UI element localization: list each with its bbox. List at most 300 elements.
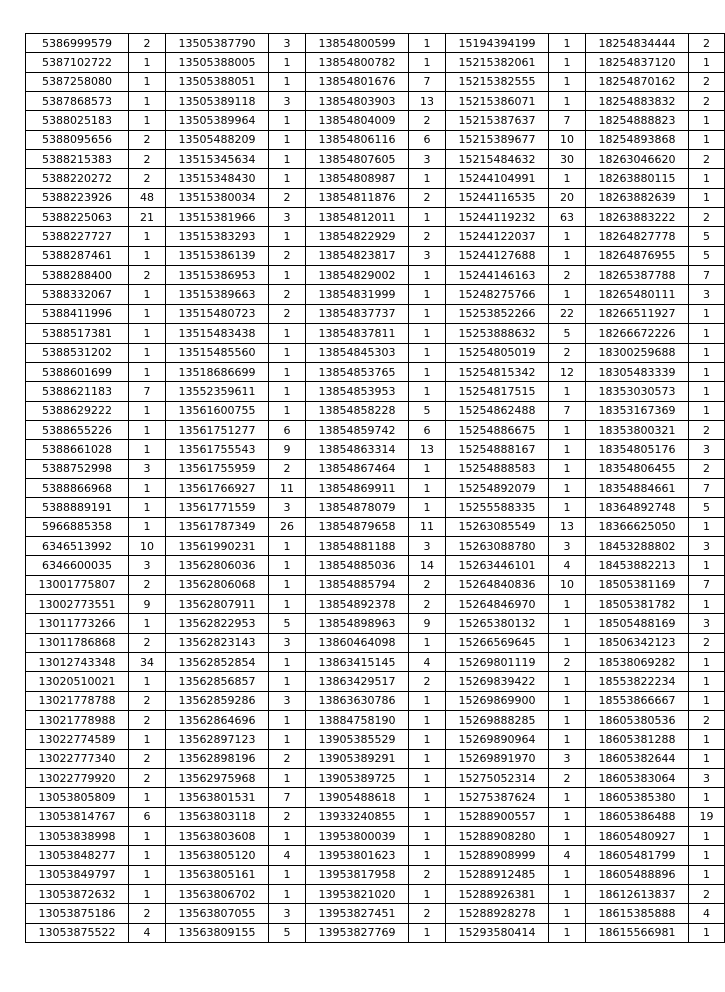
count-cell: 1 [689, 827, 725, 846]
phone-number-cell: 13933240855 [306, 807, 409, 826]
phone-number-cell: 13515348430 [166, 169, 269, 188]
phone-number-cell: 13854863314 [306, 440, 409, 459]
count-cell: 1 [549, 440, 586, 459]
phone-number-cell: 13563809155 [166, 923, 269, 942]
phone-number-cell: 15254888583 [446, 459, 549, 478]
count-cell: 19 [689, 807, 725, 826]
phone-number-cell: 18605383064 [586, 769, 689, 788]
phone-number-cell: 5388531202 [26, 343, 129, 362]
phone-number-cell: 18605386488 [586, 807, 689, 826]
count-cell: 48 [129, 188, 166, 207]
count-cell: 1 [409, 885, 446, 904]
phone-number-cell: 13515383293 [166, 227, 269, 246]
phone-number-cell: 13953817958 [306, 865, 409, 884]
phone-number-cell: 5388889191 [26, 498, 129, 517]
phone-number-cell: 15264846970 [446, 594, 549, 613]
count-cell: 3 [269, 498, 306, 517]
phone-number-cell: 13854837811 [306, 324, 409, 343]
table-row [26, 672, 725, 691]
phone-number-cell: 13505388051 [166, 72, 269, 91]
count-cell: 1 [129, 53, 166, 72]
phone-number-cell: 13515389663 [166, 285, 269, 304]
phone-number-cell: 15254862488 [446, 401, 549, 420]
phone-number-cell: 13562823143 [166, 633, 269, 652]
table-row [26, 769, 725, 788]
phone-number-cell: 13053849797 [26, 865, 129, 884]
phone-number-cell: 6346513992 [26, 536, 129, 555]
phone-number-cell: 13860464098 [306, 633, 409, 652]
phone-number-cell: 13562856857 [166, 672, 269, 691]
count-cell: 5 [549, 324, 586, 343]
count-cell: 2 [129, 169, 166, 188]
count-cell: 1 [689, 594, 725, 613]
phone-number-cell: 15269891970 [446, 749, 549, 768]
count-cell: 1 [409, 53, 446, 72]
count-cell: 3 [689, 614, 725, 633]
phone-number-cell: 5388517381 [26, 324, 129, 343]
count-cell: 1 [689, 691, 725, 710]
table-row [26, 498, 725, 517]
phone-number-cell: 18353030573 [586, 382, 689, 401]
count-cell: 4 [549, 846, 586, 865]
table-row [26, 343, 725, 362]
phone-number-cell: 13515380034 [166, 188, 269, 207]
count-cell: 1 [689, 53, 725, 72]
count-cell: 1 [269, 730, 306, 749]
phone-number-cell: 15254892079 [446, 478, 549, 497]
table-row [26, 440, 725, 459]
phone-number-cell: 18538069282 [586, 653, 689, 672]
phone-number-cell: 13854878079 [306, 498, 409, 517]
count-cell: 2 [689, 885, 725, 904]
phone-number-cell: 13854829002 [306, 266, 409, 285]
count-cell: 1 [269, 711, 306, 730]
phone-number-cell: 6346600035 [26, 556, 129, 575]
count-cell: 1 [409, 285, 446, 304]
count-cell: 2 [129, 633, 166, 652]
phone-number-cell: 13863630786 [306, 691, 409, 710]
count-cell: 63 [549, 208, 586, 227]
count-cell: 1 [129, 614, 166, 633]
count-cell: 1 [689, 401, 725, 420]
count-cell: 2 [129, 749, 166, 768]
count-cell: 2 [129, 130, 166, 149]
count-cell: 1 [409, 459, 446, 478]
count-cell: 1 [549, 72, 586, 91]
table-row [26, 807, 725, 826]
phone-number-cell: 13854853765 [306, 362, 409, 381]
phone-number-cell: 13020510021 [26, 672, 129, 691]
table-row [26, 53, 725, 72]
count-cell: 1 [549, 594, 586, 613]
phone-number-cell: 13518686699 [166, 362, 269, 381]
count-cell: 1 [549, 923, 586, 942]
count-cell: 1 [689, 865, 725, 884]
phone-number-cell: 13515386139 [166, 246, 269, 265]
phone-number-cell: 13562807911 [166, 594, 269, 613]
count-cell: 6 [269, 420, 306, 439]
phone-number-cell: 18505488169 [586, 614, 689, 633]
count-cell: 5 [409, 401, 446, 420]
count-cell: 2 [269, 749, 306, 768]
phone-number-cell: 18605385380 [586, 788, 689, 807]
phone-number-cell: 15215389677 [446, 130, 549, 149]
count-cell: 1 [129, 401, 166, 420]
table-row [26, 150, 725, 169]
phone-number-cell: 13953827451 [306, 904, 409, 923]
phone-number-cell: 18266511927 [586, 304, 689, 323]
count-cell: 7 [549, 401, 586, 420]
phone-number-cell: 13854858228 [306, 401, 409, 420]
phone-number-cell: 15244127688 [446, 246, 549, 265]
count-cell: 2 [689, 92, 725, 111]
table-row [26, 923, 725, 942]
table-row [26, 749, 725, 768]
phone-number-cell: 13562859286 [166, 691, 269, 710]
phone-number-cell: 15266569645 [446, 633, 549, 652]
count-cell: 1 [269, 169, 306, 188]
phone-number-cell: 5388621183 [26, 382, 129, 401]
count-cell: 5 [269, 614, 306, 633]
count-cell: 1 [409, 478, 446, 497]
phone-number-cell: 13854845303 [306, 343, 409, 362]
count-cell: 1 [409, 169, 446, 188]
table-row [26, 536, 725, 555]
phone-number-cell: 13905389725 [306, 769, 409, 788]
count-cell: 5 [269, 923, 306, 942]
count-cell: 1 [689, 304, 725, 323]
count-cell: 2 [269, 807, 306, 826]
phone-number-cell: 15215382061 [446, 53, 549, 72]
table-row [26, 72, 725, 91]
count-cell: 3 [129, 459, 166, 478]
count-cell: 14 [409, 556, 446, 575]
count-cell: 2 [269, 285, 306, 304]
phone-number-cell: 5388095656 [26, 130, 129, 149]
count-cell: 2 [269, 459, 306, 478]
phone-number-cell: 18254870162 [586, 72, 689, 91]
count-cell: 1 [549, 865, 586, 884]
count-cell: 1 [549, 92, 586, 111]
count-cell: 1 [129, 730, 166, 749]
phone-number-cell: 13053838998 [26, 827, 129, 846]
phone-number-cell: 18605382644 [586, 749, 689, 768]
count-cell: 1 [269, 594, 306, 613]
phone-number-cell: 18264827778 [586, 227, 689, 246]
phone-number-cell: 13562897123 [166, 730, 269, 749]
phone-number-cell: 13561771559 [166, 498, 269, 517]
phone-number-cell: 18263883222 [586, 208, 689, 227]
count-cell: 1 [409, 730, 446, 749]
phone-number-cell: 18553822234 [586, 672, 689, 691]
phone-number-cell: 13053875522 [26, 923, 129, 942]
count-cell: 1 [549, 420, 586, 439]
phone-number-cell: 13854812011 [306, 208, 409, 227]
count-cell: 1 [409, 208, 446, 227]
phone-number-cell: 13022779920 [26, 769, 129, 788]
table-row [26, 517, 725, 536]
phone-number-cell: 18263880115 [586, 169, 689, 188]
count-cell: 3 [269, 691, 306, 710]
phone-number-cell: 13021778988 [26, 711, 129, 730]
phone-number-cell: 13563803118 [166, 807, 269, 826]
count-cell: 13 [549, 517, 586, 536]
phone-number-cell: 15244104991 [446, 169, 549, 188]
count-cell: 1 [409, 34, 446, 53]
phone-number-cell: 13854804009 [306, 111, 409, 130]
phone-number-cell: 15269890964 [446, 730, 549, 749]
table-row [26, 633, 725, 652]
table-row [26, 691, 725, 710]
count-cell: 2 [409, 575, 446, 594]
phone-number-cell: 13854831999 [306, 285, 409, 304]
count-cell: 5 [689, 227, 725, 246]
phone-number-cell: 18353800321 [586, 420, 689, 439]
phone-number-cell: 13563803608 [166, 827, 269, 846]
phone-number-cell: 5388220272 [26, 169, 129, 188]
table-row [26, 420, 725, 439]
phone-number-cell: 13505387790 [166, 34, 269, 53]
count-cell: 12 [549, 362, 586, 381]
phone-number-cell: 13001775807 [26, 575, 129, 594]
phone-number-cell: 15288908999 [446, 846, 549, 865]
count-cell: 4 [129, 923, 166, 942]
count-cell: 21 [129, 208, 166, 227]
phone-number-cell: 15264840836 [446, 575, 549, 594]
count-cell: 1 [409, 362, 446, 381]
count-cell: 1 [269, 53, 306, 72]
phone-number-cell: 15254886675 [446, 420, 549, 439]
count-cell: 1 [549, 478, 586, 497]
count-cell: 1 [269, 150, 306, 169]
phone-number-cell: 5387102722 [26, 53, 129, 72]
count-cell: 2 [409, 188, 446, 207]
count-cell: 1 [409, 846, 446, 865]
count-cell: 1 [549, 169, 586, 188]
table-row [26, 865, 725, 884]
count-cell: 1 [549, 904, 586, 923]
count-cell: 1 [409, 266, 446, 285]
phone-number-cell: 18263882639 [586, 188, 689, 207]
phone-number-cell: 18453288802 [586, 536, 689, 555]
phone-number-cell: 13854881188 [306, 536, 409, 555]
table-row [26, 246, 725, 265]
phone-number-cell: 15194394199 [446, 34, 549, 53]
phone-number-cell: 15288900557 [446, 807, 549, 826]
phone-number-cell: 13053872632 [26, 885, 129, 904]
count-cell: 1 [129, 111, 166, 130]
count-cell: 9 [269, 440, 306, 459]
count-cell: 2 [129, 904, 166, 923]
count-cell: 3 [269, 633, 306, 652]
count-cell: 30 [549, 150, 586, 169]
table-row [26, 730, 725, 749]
count-cell: 22 [549, 304, 586, 323]
count-cell: 2 [409, 111, 446, 130]
phone-number-cell: 13515381966 [166, 208, 269, 227]
table-row [26, 401, 725, 420]
count-cell: 2 [689, 150, 725, 169]
count-cell: 1 [689, 749, 725, 768]
count-cell: 1 [549, 730, 586, 749]
count-cell: 2 [549, 653, 586, 672]
count-cell: 1 [409, 788, 446, 807]
count-cell: 1 [129, 362, 166, 381]
phone-number-cell: 15244122037 [446, 227, 549, 246]
phone-number-cell: 18453882213 [586, 556, 689, 575]
table-row [26, 575, 725, 594]
phone-number-cell: 13854867464 [306, 459, 409, 478]
phone-number-cell: 13515485560 [166, 343, 269, 362]
phone-number-cell: 13053805809 [26, 788, 129, 807]
phone-number-cell: 13021778788 [26, 691, 129, 710]
phone-number-cell: 18605381288 [586, 730, 689, 749]
count-cell: 1 [549, 285, 586, 304]
count-cell: 7 [409, 72, 446, 91]
phone-number-cell: 13854801676 [306, 72, 409, 91]
phone-number-cell: 18505381782 [586, 594, 689, 613]
table-row [26, 459, 725, 478]
count-cell: 1 [129, 227, 166, 246]
phone-number-cell: 15263446101 [446, 556, 549, 575]
count-cell: 1 [549, 382, 586, 401]
phone-number-cell: 13011773266 [26, 614, 129, 633]
phone-number-cell: 15254817515 [446, 382, 549, 401]
phone-number-cell: 15269869900 [446, 691, 549, 710]
count-cell: 1 [269, 865, 306, 884]
phone-number-cell: 18353167369 [586, 401, 689, 420]
phone-number-cell: 13854879658 [306, 517, 409, 536]
table-row [26, 478, 725, 497]
phone-number-cell: 13854808987 [306, 169, 409, 188]
count-cell: 3 [689, 769, 725, 788]
count-cell: 3 [689, 285, 725, 304]
count-cell: 4 [549, 556, 586, 575]
phone-number-cell: 13854800782 [306, 53, 409, 72]
phone-number-cell: 13562898196 [166, 749, 269, 768]
count-cell: 13 [409, 92, 446, 111]
phone-number-cell: 15253852266 [446, 304, 549, 323]
count-cell: 34 [129, 653, 166, 672]
count-cell: 2 [549, 343, 586, 362]
count-cell: 10 [549, 130, 586, 149]
phone-number-cell: 5387868573 [26, 92, 129, 111]
phone-number-cell: 15288912485 [446, 865, 549, 884]
count-cell: 3 [549, 749, 586, 768]
count-cell: 3 [549, 536, 586, 555]
phone-number-cell: 13854892378 [306, 594, 409, 613]
phone-number-cell: 5388752998 [26, 459, 129, 478]
phone-number-cell: 13505389964 [166, 111, 269, 130]
count-cell: 2 [689, 34, 725, 53]
count-cell: 3 [269, 208, 306, 227]
count-cell: 7 [689, 266, 725, 285]
phone-number-cell: 5388225063 [26, 208, 129, 227]
phone-number-cell: 15253888632 [446, 324, 549, 343]
phone-number-cell: 13863415145 [306, 653, 409, 672]
table-row [26, 827, 725, 846]
count-cell: 1 [129, 478, 166, 497]
phone-number-cell: 15215387637 [446, 111, 549, 130]
phone-number-cell: 15263088780 [446, 536, 549, 555]
count-cell: 1 [689, 362, 725, 381]
count-cell: 3 [689, 536, 725, 555]
table-row [26, 324, 725, 343]
phone-number-cell: 13562806068 [166, 575, 269, 594]
count-cell: 3 [269, 92, 306, 111]
count-cell: 7 [689, 478, 725, 497]
phone-number-cell: 13002773551 [26, 594, 129, 613]
count-cell: 1 [549, 827, 586, 846]
count-cell: 1 [269, 575, 306, 594]
count-cell: 1 [269, 227, 306, 246]
phone-number-cell: 5388411996 [26, 304, 129, 323]
phone-number-cell: 13905389291 [306, 749, 409, 768]
count-cell: 1 [689, 672, 725, 691]
phone-number-cell: 15215484632 [446, 150, 549, 169]
phone-number-cell: 13561600755 [166, 401, 269, 420]
phone-number-cell: 13562852854 [166, 653, 269, 672]
count-cell: 1 [129, 865, 166, 884]
count-cell: 1 [269, 769, 306, 788]
table-body [26, 34, 725, 943]
count-cell: 2 [689, 711, 725, 730]
count-cell: 3 [269, 904, 306, 923]
phone-number-cell: 13854800599 [306, 34, 409, 53]
phone-number-cell: 13854807605 [306, 150, 409, 169]
count-cell: 1 [689, 730, 725, 749]
count-cell: 1 [129, 846, 166, 865]
phone-number-cell: 15263085549 [446, 517, 549, 536]
phone-number-cell: 15244116535 [446, 188, 549, 207]
phone-number-cell: 13515483438 [166, 324, 269, 343]
phone-number-cell: 13953827769 [306, 923, 409, 942]
table-row [26, 614, 725, 633]
phone-number-cell: 15269839422 [446, 672, 549, 691]
phone-number-cell: 13562864696 [166, 711, 269, 730]
phone-number-cell: 15248275766 [446, 285, 549, 304]
count-cell: 7 [269, 788, 306, 807]
phone-number-cell: 18366625050 [586, 517, 689, 536]
phone-number-cell: 13561990231 [166, 536, 269, 555]
phone-number-cell: 15275387624 [446, 788, 549, 807]
count-cell: 1 [409, 711, 446, 730]
phone-number-cell: 18265387788 [586, 266, 689, 285]
count-cell: 2 [129, 691, 166, 710]
count-cell: 2 [689, 459, 725, 478]
phone-number-cell: 13905488618 [306, 788, 409, 807]
phone-number-cell: 5388025183 [26, 111, 129, 130]
phone-number-cell: 15288928278 [446, 904, 549, 923]
table-row [26, 285, 725, 304]
phone-number-cell: 13505388005 [166, 53, 269, 72]
count-cell: 1 [549, 614, 586, 633]
count-cell: 1 [549, 34, 586, 53]
phone-number-cell: 18505381169 [586, 575, 689, 594]
phone-number-cell: 5388215383 [26, 150, 129, 169]
count-cell: 2 [129, 711, 166, 730]
phone-number-cell: 5388288400 [26, 266, 129, 285]
count-cell: 1 [129, 304, 166, 323]
table-row [26, 653, 725, 672]
phone-number-cell: 13953800039 [306, 827, 409, 846]
count-cell: 1 [409, 769, 446, 788]
count-cell: 2 [689, 420, 725, 439]
count-cell: 1 [549, 711, 586, 730]
phone-number-cell: 15215386071 [446, 92, 549, 111]
count-cell: 1 [689, 556, 725, 575]
count-cell: 13 [409, 440, 446, 459]
